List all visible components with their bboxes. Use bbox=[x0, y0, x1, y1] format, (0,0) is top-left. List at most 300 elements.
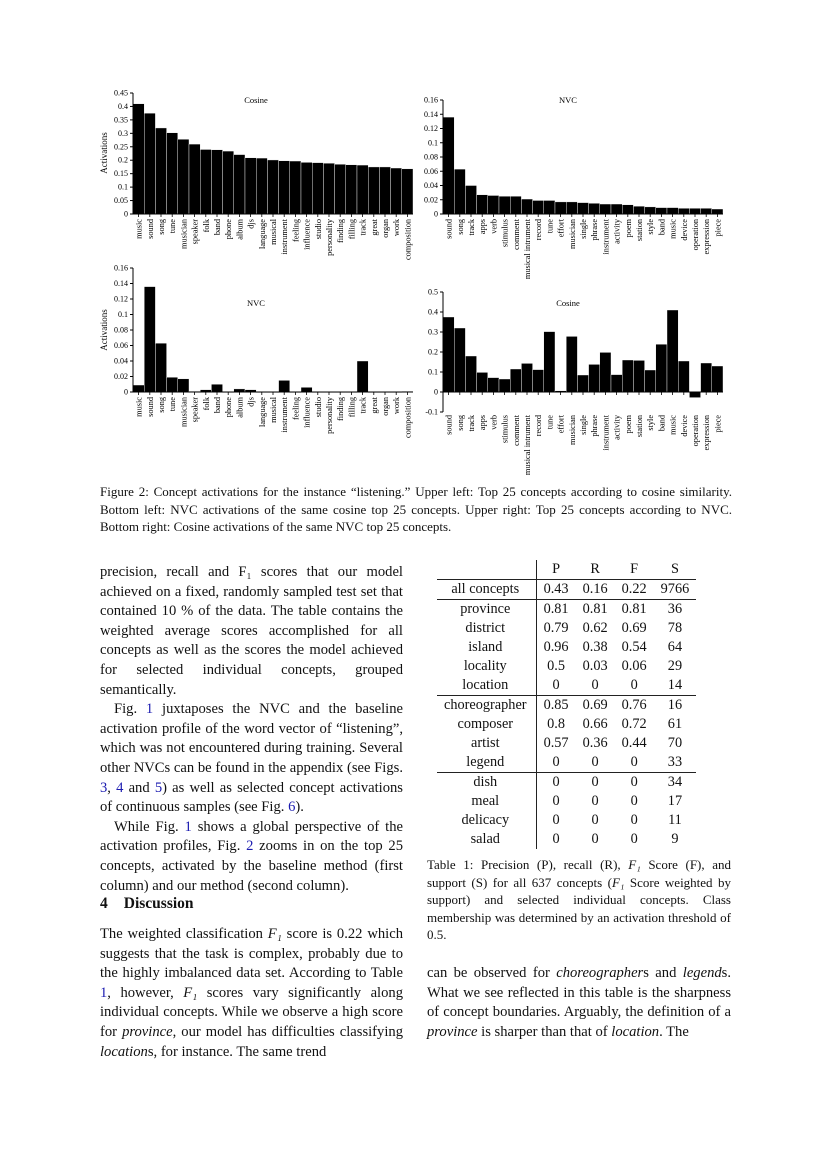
table-cell: 0.76 bbox=[615, 696, 654, 716]
table-cell: 78 bbox=[667, 620, 683, 636]
table-cell: 0.69 bbox=[576, 696, 615, 716]
bar bbox=[600, 204, 611, 214]
bar bbox=[144, 287, 155, 392]
chart-upper-right bbox=[424, 95, 723, 279]
y-tick-label: 0.16 bbox=[114, 263, 128, 273]
bar bbox=[667, 310, 678, 392]
table-cell: 0 bbox=[615, 773, 654, 793]
bar bbox=[178, 139, 189, 214]
table-cell: 0 bbox=[552, 831, 560, 847]
chart-upper-left bbox=[0, 0, 826, 480]
bar bbox=[323, 163, 334, 214]
y-tick-label: 0.16 bbox=[424, 95, 438, 105]
bar bbox=[189, 144, 200, 214]
bar bbox=[346, 165, 357, 214]
y-tick-label: 0.35 bbox=[114, 115, 128, 125]
bar bbox=[267, 160, 278, 214]
x-tick-label: musician bbox=[179, 219, 189, 249]
table-cell: 61 bbox=[667, 716, 683, 732]
bar bbox=[633, 360, 644, 392]
x-tick-label: single bbox=[579, 219, 588, 239]
link-fig-2[interactable]: 2 bbox=[246, 838, 254, 855]
table-cell: 0.06 bbox=[621, 658, 647, 674]
y-tick-label: 0.3 bbox=[428, 327, 438, 337]
bar bbox=[600, 352, 611, 392]
bar bbox=[279, 161, 290, 214]
y-tick-label: 0.05 bbox=[114, 196, 128, 206]
bar bbox=[391, 168, 402, 214]
bar bbox=[510, 369, 521, 392]
x-tick-label: musician bbox=[567, 219, 577, 249]
table-row-label: district bbox=[437, 619, 536, 638]
table-cell: 0.5 bbox=[547, 658, 566, 674]
table-cell: 0 bbox=[591, 831, 599, 847]
table-cell: 0 bbox=[552, 812, 560, 828]
x-tick-label: musical bbox=[269, 219, 278, 245]
paragraph-discussion: The weighted classification F₁ score is 0.22 which suggests that the task is complex, probably due to the highly imbalanced data set. According to Table 1, however, F₁ scores vary significantly along individual concepts. While we observe a high score for province, our model has difficulties classifying locations, for instance. The same trend bbox=[100, 926, 404, 1060]
bar bbox=[488, 378, 499, 392]
x-tick-label: filling bbox=[347, 219, 357, 240]
results-table bbox=[437, 560, 696, 849]
table-cell: 0 bbox=[591, 754, 599, 770]
x-tick-label: song bbox=[455, 415, 465, 431]
chart-bottom-right bbox=[425, 288, 723, 476]
bar bbox=[566, 202, 577, 214]
table-cell: 0.96 bbox=[543, 639, 569, 655]
x-tick-label: activity bbox=[612, 219, 622, 244]
table-cell: 0.38 bbox=[582, 639, 608, 655]
link-table-1[interactable]: 1 bbox=[100, 984, 108, 1001]
bar-chart-cosine-top25 bbox=[0, 0, 826, 480]
paragraph-fig1: Fig. 1 juxtaposes the NVC and the baseline activation profile of the word vector of “listening”, which was not encountered during training. Several other NVCs can be found in the appendix (see Figs. 3, 4 and 5) as well as selected concept activations of continuous samples (see Fig. 6). bbox=[100, 701, 403, 816]
bar bbox=[465, 356, 476, 392]
bar bbox=[622, 360, 633, 392]
bar bbox=[533, 200, 544, 214]
bar bbox=[488, 195, 499, 214]
table-cell: 0.66 bbox=[582, 716, 608, 732]
table-cell: 29 bbox=[667, 658, 683, 674]
table-cell: 0.72 bbox=[621, 716, 647, 732]
x-tick-label: instrument bbox=[280, 219, 290, 255]
bar bbox=[589, 364, 600, 392]
table-cell: 0.16 bbox=[576, 580, 615, 600]
link-fig-3[interactable]: 3 bbox=[100, 779, 108, 796]
table-cell: 0.44 bbox=[621, 735, 647, 751]
x-tick-label: music bbox=[134, 219, 144, 239]
table-cell: 0 bbox=[630, 831, 638, 847]
x-tick-label: phone bbox=[224, 397, 234, 418]
bar bbox=[712, 209, 723, 214]
x-tick-label: track bbox=[358, 397, 368, 414]
x-tick-label: operation bbox=[691, 415, 700, 447]
table-row bbox=[437, 600, 696, 620]
x-tick-label: song bbox=[157, 219, 166, 235]
x-tick-label: stimulus bbox=[500, 219, 510, 248]
table-cell: 0.36 bbox=[582, 735, 608, 751]
y-tick-label: 0.1 bbox=[118, 310, 128, 319]
y-tick-label: 0.14 bbox=[424, 109, 438, 119]
y-tick-label: 0.1 bbox=[118, 182, 128, 192]
table-row bbox=[437, 734, 696, 753]
x-tick-label: album bbox=[235, 397, 245, 418]
table-cell: 0 bbox=[591, 793, 599, 809]
bar bbox=[200, 149, 211, 214]
y-tick-label: 0 bbox=[434, 387, 438, 397]
table-cell: 0 bbox=[630, 677, 638, 693]
y-tick-label: 0.45 bbox=[114, 88, 128, 98]
x-tick-label: piece bbox=[713, 219, 723, 237]
bar bbox=[133, 385, 144, 392]
x-tick-label: work bbox=[392, 397, 402, 415]
link-fig-4[interactable]: 4 bbox=[116, 779, 124, 796]
bar bbox=[402, 169, 413, 214]
link-fig-1b[interactable]: 1 bbox=[184, 818, 192, 835]
y-tick-label: 0.15 bbox=[114, 169, 128, 179]
bar bbox=[368, 167, 379, 214]
x-tick-label: speaker bbox=[190, 219, 200, 245]
x-tick-label: apps bbox=[478, 415, 488, 431]
bar bbox=[357, 361, 368, 392]
x-tick-label: device bbox=[679, 415, 689, 437]
y-tick-label: 0 bbox=[434, 209, 438, 219]
x-tick-label: tune bbox=[545, 415, 555, 430]
bar bbox=[178, 379, 189, 392]
y-tick-label: 0.2 bbox=[428, 347, 438, 357]
y-tick-label: 0.04 bbox=[114, 356, 128, 366]
x-tick-label: sound bbox=[444, 219, 454, 239]
table-header-row bbox=[437, 560, 696, 580]
x-tick-label: verb bbox=[489, 415, 499, 430]
x-tick-label: band bbox=[657, 219, 667, 236]
x-tick-label: music bbox=[134, 397, 144, 417]
x-tick-label: work bbox=[392, 219, 402, 237]
table-row bbox=[437, 811, 696, 830]
table-row bbox=[437, 715, 696, 734]
table-cell: 16 bbox=[654, 696, 697, 716]
x-tick-label: effort bbox=[556, 415, 566, 434]
table-row bbox=[437, 696, 696, 716]
y-tick-label: 0.08 bbox=[424, 152, 438, 162]
y-tick-label: -0.1 bbox=[425, 407, 438, 417]
bar bbox=[211, 150, 222, 214]
y-tick-label: 0.12 bbox=[424, 124, 438, 133]
x-tick-label: instrument bbox=[601, 415, 611, 451]
x-tick-label: language bbox=[257, 397, 267, 427]
table-cell: 9766 bbox=[654, 580, 697, 600]
x-tick-label: device bbox=[679, 219, 689, 241]
y-tick-label: 0.2 bbox=[118, 155, 128, 165]
x-tick-label: band bbox=[657, 415, 667, 432]
figure-caption: Figure 2: Concept activations for the instance “listening.” Upper left: Top 25 concepts according to cosine similarity. Bottom left: NVC activations of the same cosine top 25 concepts. Upper right: Top 25 concepts according to NVC. Bottom right: Cosine activations of the same NVC top 25 concepts. bbox=[100, 484, 732, 534]
section-heading-discussion: 4 Discussion bbox=[100, 895, 194, 912]
x-tick-label: influence bbox=[302, 219, 312, 250]
x-tick-label: sound bbox=[444, 415, 454, 435]
x-tick-label: station bbox=[635, 415, 644, 438]
table-cell: 11 bbox=[668, 812, 682, 828]
left-column-discussion bbox=[100, 925, 403, 1062]
bar bbox=[667, 208, 678, 214]
x-tick-label: activity bbox=[612, 415, 622, 440]
bar bbox=[499, 379, 510, 392]
x-tick-label: speaker bbox=[190, 397, 200, 423]
bar bbox=[290, 161, 301, 214]
y-tick-label: 0.02 bbox=[114, 372, 128, 381]
x-tick-label: music bbox=[668, 415, 678, 435]
table-row-label: province bbox=[437, 600, 536, 620]
x-tick-label: finding bbox=[336, 397, 346, 421]
table-row bbox=[437, 773, 696, 793]
table-cell: 0.22 bbox=[615, 580, 654, 600]
bar bbox=[155, 128, 166, 214]
x-tick-label: phone bbox=[224, 219, 234, 240]
x-tick-label: music bbox=[668, 219, 678, 239]
table-cell: 0 bbox=[591, 812, 599, 828]
x-tick-label: musical bbox=[269, 397, 278, 423]
table-cell: 0.57 bbox=[543, 735, 569, 751]
bar bbox=[633, 206, 644, 214]
x-tick-label: apps bbox=[478, 219, 488, 235]
x-tick-label: folk bbox=[201, 219, 211, 233]
x-tick-label: personality bbox=[325, 219, 334, 256]
table-row bbox=[437, 638, 696, 657]
x-tick-label: instrument bbox=[280, 397, 290, 433]
bar bbox=[245, 158, 256, 214]
x-tick-label: language bbox=[257, 219, 267, 249]
x-tick-label: instrument bbox=[601, 219, 611, 255]
y-tick-label: 0.5 bbox=[428, 287, 438, 297]
bar bbox=[211, 384, 222, 392]
y-axis-label: Activations bbox=[99, 309, 109, 351]
x-tick-label: band bbox=[213, 397, 222, 414]
table-row-label: all concepts bbox=[437, 580, 536, 600]
bar bbox=[689, 208, 700, 214]
table-cell: 0.81 bbox=[615, 600, 654, 620]
bar bbox=[566, 336, 577, 392]
bar bbox=[133, 104, 144, 214]
y-tick-label: 0.25 bbox=[114, 142, 128, 152]
table-cell: 0.85 bbox=[536, 696, 576, 716]
y-tick-label: 0.4 bbox=[118, 101, 128, 111]
x-tick-label: filling bbox=[347, 397, 357, 418]
table-header-cell: R bbox=[590, 561, 600, 577]
table-cell: 0.43 bbox=[536, 580, 576, 600]
y-tick-label: 0.4 bbox=[428, 307, 438, 317]
x-tick-label: tune bbox=[168, 397, 178, 412]
x-tick-label: folk bbox=[201, 397, 211, 411]
chart-title: Cosine bbox=[244, 95, 268, 105]
paragraph-global-perspective: While Fig. 1 shows a global perspective of the activation profiles, Fig. 2 zooms in on the top 25 concepts, activated by the baseline method (first column) and our method (second column). bbox=[100, 818, 403, 894]
bar bbox=[144, 113, 155, 214]
x-tick-label: tune bbox=[168, 219, 178, 234]
bar bbox=[357, 165, 368, 214]
table-cell: 0 bbox=[591, 677, 599, 693]
bar bbox=[577, 203, 588, 214]
table-cell: 17 bbox=[667, 793, 683, 809]
table-row-label: artist bbox=[437, 734, 536, 753]
chart-title: NVC bbox=[247, 298, 265, 308]
y-axis-label: Activations bbox=[99, 132, 109, 174]
bar bbox=[335, 164, 346, 214]
x-tick-label: studio bbox=[313, 397, 323, 418]
x-tick-label: phrase bbox=[590, 415, 600, 437]
x-tick-label: organ bbox=[381, 219, 390, 238]
table-cell: 64 bbox=[667, 639, 683, 655]
table-header-cell: P bbox=[552, 561, 561, 577]
table-row-label: meal bbox=[437, 792, 536, 811]
bar bbox=[510, 196, 521, 214]
bar bbox=[701, 208, 712, 214]
bar bbox=[577, 375, 588, 392]
x-tick-label: organ bbox=[381, 397, 390, 416]
table-cell: 0 bbox=[536, 773, 576, 793]
bar bbox=[611, 204, 622, 214]
x-tick-label: track bbox=[467, 219, 476, 236]
bar bbox=[544, 200, 555, 214]
table-cell: 0 bbox=[552, 754, 560, 770]
x-tick-label: record bbox=[534, 219, 544, 241]
y-tick-label: 0.1 bbox=[428, 367, 438, 377]
table-row bbox=[437, 580, 696, 600]
x-tick-label: track bbox=[358, 219, 368, 236]
link-fig-1[interactable]: 1 bbox=[145, 701, 154, 718]
x-tick-label: comment bbox=[511, 219, 521, 250]
paragraph-sharpness: can be observed for choreographers and legends. What we see reflected in this table is the sharpness of concept boundaries. Arguably, the definition of a province is sharper than that of location. The bbox=[427, 965, 731, 1040]
table-cell: 0.81 bbox=[576, 600, 615, 620]
x-tick-label: track bbox=[467, 415, 476, 432]
table-cell: 0 bbox=[630, 812, 638, 828]
bar bbox=[465, 186, 476, 215]
table-row-label: legend bbox=[437, 753, 536, 773]
bar bbox=[645, 207, 656, 214]
table-row-label: island bbox=[437, 638, 536, 657]
x-tick-label: poem bbox=[623, 219, 633, 238]
x-tick-label: sound bbox=[145, 397, 155, 417]
y-tick-label: 0.14 bbox=[114, 279, 128, 288]
x-tick-label: personality bbox=[325, 397, 334, 434]
bar bbox=[521, 363, 532, 392]
table-row bbox=[437, 619, 696, 638]
x-tick-label: great bbox=[369, 397, 379, 414]
x-tick-label: finding bbox=[336, 219, 346, 243]
x-tick-label: musician bbox=[567, 415, 577, 445]
x-tick-label: poem bbox=[623, 415, 633, 434]
bar bbox=[379, 167, 390, 214]
bar bbox=[589, 203, 600, 214]
table-cell: 0.69 bbox=[621, 620, 647, 636]
link-fig-5[interactable]: 5 bbox=[154, 779, 163, 796]
table-cell: 0 bbox=[552, 677, 560, 693]
bar bbox=[301, 387, 312, 392]
bar bbox=[611, 375, 622, 392]
link-fig-6[interactable]: 6 bbox=[288, 799, 296, 816]
table-cell: 0 bbox=[576, 773, 615, 793]
x-tick-label: influence bbox=[302, 397, 312, 428]
bar bbox=[555, 202, 566, 214]
y-tick-label: 0.06 bbox=[114, 341, 128, 350]
y-tick-label: 0.08 bbox=[114, 325, 128, 335]
x-tick-label: style bbox=[646, 415, 656, 431]
bar bbox=[301, 162, 312, 214]
table-cell: 0 bbox=[630, 754, 638, 770]
table-cell: 14 bbox=[667, 677, 683, 693]
table-cell: 34 bbox=[654, 773, 697, 793]
table-header-cell bbox=[437, 560, 536, 580]
bar bbox=[312, 163, 323, 214]
table-row-label: composer bbox=[437, 715, 536, 734]
table-row-label: location bbox=[437, 676, 536, 696]
x-tick-label: expression bbox=[702, 415, 712, 451]
bar bbox=[533, 370, 544, 392]
y-tick-label: 0 bbox=[124, 387, 128, 397]
x-tick-label: great bbox=[369, 219, 379, 236]
x-tick-label: djs bbox=[246, 397, 256, 407]
y-tick-label: 0 bbox=[124, 209, 128, 219]
bar bbox=[656, 208, 667, 214]
table-cell: 0 bbox=[630, 793, 638, 809]
bar bbox=[477, 372, 488, 392]
table-header-cell: S bbox=[670, 561, 679, 577]
x-tick-label: composition bbox=[403, 397, 413, 439]
table-cell: 9 bbox=[671, 831, 679, 847]
x-tick-label: style bbox=[646, 219, 656, 235]
x-tick-label: musical intrument bbox=[523, 415, 532, 476]
x-tick-label: composition bbox=[403, 219, 413, 261]
table-header-cell: F bbox=[630, 561, 639, 577]
table-row-label: locality bbox=[437, 657, 536, 676]
table-row bbox=[437, 753, 696, 773]
table-row-label: salad bbox=[437, 830, 536, 849]
bar bbox=[155, 343, 166, 392]
bar bbox=[477, 195, 488, 214]
x-tick-label: piece bbox=[713, 415, 723, 433]
x-tick-label: sound bbox=[145, 219, 155, 239]
x-tick-label: tune bbox=[545, 219, 555, 234]
table-cell: 70 bbox=[667, 735, 683, 751]
x-tick-label: musician bbox=[179, 397, 189, 427]
x-tick-label: station bbox=[635, 219, 644, 242]
bar bbox=[678, 208, 689, 214]
right-column-text bbox=[427, 964, 731, 1042]
x-tick-label: feeling bbox=[291, 397, 301, 421]
bar bbox=[712, 366, 723, 392]
table-caption: Table 1: Precision (P), recall (R), F₁ Score (F), and support (S) for all 637 concepts (F₁ Score weighted by support) and selected individual concepts. Class membership was determined by an activation threshold of 0.5. bbox=[427, 857, 731, 943]
y-tick-label: 0.02 bbox=[424, 195, 438, 205]
y-tick-label: 0.3 bbox=[118, 128, 128, 138]
bar bbox=[443, 117, 454, 214]
chart-title: Cosine bbox=[556, 298, 580, 308]
bar bbox=[678, 361, 689, 392]
x-tick-label: studio bbox=[313, 219, 323, 240]
table-row-label: delicacy bbox=[437, 811, 536, 830]
table-row-label: choreographer bbox=[437, 696, 536, 716]
x-tick-label: comment bbox=[511, 415, 521, 446]
left-column-top bbox=[100, 563, 403, 896]
table-cell: 0.8 bbox=[547, 716, 566, 732]
x-tick-label: band bbox=[213, 219, 222, 236]
table-cell: 0.03 bbox=[582, 658, 608, 674]
chart-bottom-left bbox=[99, 264, 413, 439]
x-tick-label: feeling bbox=[291, 219, 301, 243]
bar bbox=[454, 328, 465, 392]
x-tick-label: djs bbox=[246, 219, 256, 229]
bar bbox=[521, 199, 532, 214]
bar bbox=[622, 205, 633, 214]
table-cell: 0.79 bbox=[543, 620, 569, 636]
x-tick-label: verb bbox=[489, 219, 499, 234]
x-tick-label: phrase bbox=[590, 219, 600, 241]
x-tick-label: song bbox=[455, 219, 465, 235]
table-cell: 0.62 bbox=[582, 620, 608, 636]
